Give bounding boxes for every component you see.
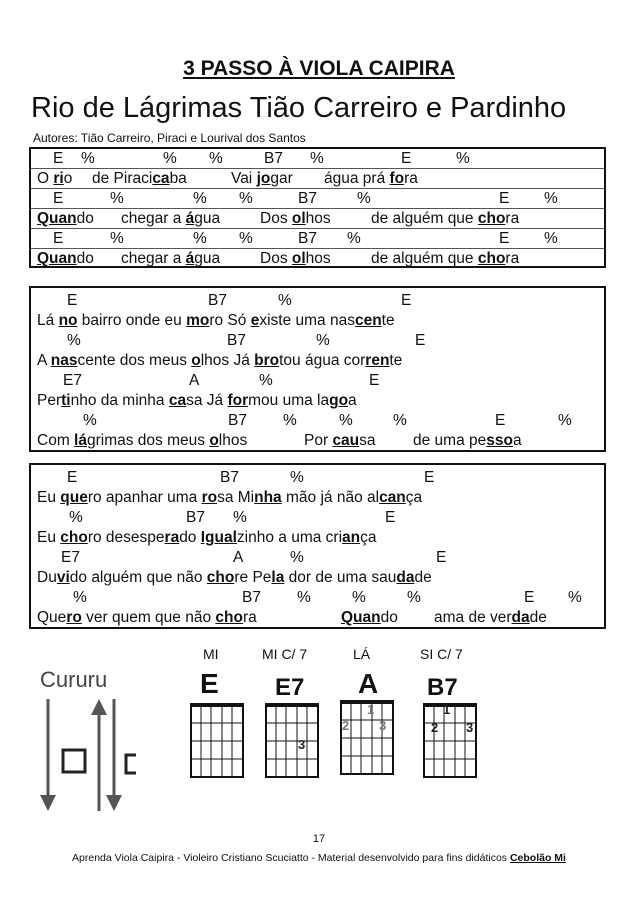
lyric-line [31, 608, 604, 628]
chord: A [189, 372, 200, 389]
fretboard-icon [265, 703, 319, 778]
lyric-syllable: ça [360, 529, 377, 546]
chord: % [69, 509, 83, 526]
lyric-line [31, 431, 604, 451]
lyric-line [31, 169, 604, 189]
finger-number: 2 [431, 720, 439, 735]
lyric-syllable: grimas dos meus [86, 432, 210, 449]
lyric-text [231, 170, 293, 188]
chord: B7 [228, 412, 247, 429]
chord: % [259, 372, 273, 389]
chord: % [297, 589, 311, 606]
lyric-text [37, 312, 395, 330]
finger-number: 1 [367, 702, 375, 717]
stressed-syllable: Igual [200, 529, 237, 546]
lyric-syllable: Dos [260, 250, 292, 267]
lyric-syllable: sa Mi [217, 489, 255, 506]
lyric-text [434, 609, 547, 627]
chord: E [401, 292, 412, 309]
chord: % [239, 230, 253, 247]
chord: E [415, 332, 426, 349]
chord-diagram-name: E7 [275, 674, 305, 701]
stressed-syllable: ro [201, 489, 218, 506]
lyric-syllable: ra [404, 170, 418, 187]
chord: B7 [264, 150, 283, 167]
chord-line [31, 508, 604, 528]
stressed-syllable: ro [66, 609, 82, 626]
chord: E [424, 469, 435, 486]
lyric-text [324, 170, 418, 188]
stressed-syllable: cho [206, 569, 235, 586]
lyric-text [37, 210, 94, 228]
chord: B7 [242, 589, 261, 606]
lyric-syllable: do [179, 529, 201, 546]
stressed-syllable: que [60, 489, 88, 506]
lyric-syllable: do [76, 250, 94, 267]
lyric-syllable: ama de ver [434, 609, 512, 626]
chord: E [67, 292, 78, 309]
stressed-syllable: ren [365, 352, 390, 369]
chord: E [499, 190, 510, 207]
chord: B7 [186, 509, 205, 526]
stressed-syllable: Quan [341, 609, 381, 626]
chord: E [401, 150, 412, 167]
lyric-syllable: de [414, 569, 432, 586]
stressed-syllable: ca [168, 392, 187, 409]
lyric-syllable: chegar a [121, 210, 186, 227]
chord: % [83, 412, 97, 429]
lyric-syllable: ba [169, 170, 187, 187]
lyric-syllable: Que [37, 609, 67, 626]
lyric-text [37, 569, 432, 587]
lyric-text [37, 250, 94, 268]
lyric-line [31, 488, 604, 508]
song-title: Rio de Lágrimas Tião Carreiro e Pardinho [31, 92, 567, 124]
lyric-syllable: Dos [260, 210, 292, 227]
lyric-text [371, 210, 519, 228]
finger-number: 2 [342, 718, 350, 733]
chord: % [163, 150, 177, 167]
lyric-syllable: a [348, 392, 357, 409]
lyric-syllable: Por [304, 432, 333, 449]
chord-line [31, 189, 604, 209]
lyric-text [37, 170, 72, 188]
chord-line [31, 291, 604, 311]
lyric-syllable: o [63, 170, 73, 187]
footer-text: Aprenda Viola Caipira - Violeiro Cristiano Scuciatto - Material desenvolvido para fins didáticos [72, 852, 510, 864]
lyric-text [92, 170, 187, 188]
chord: E [53, 150, 64, 167]
stressed-syllable: ol [291, 250, 306, 267]
chord: % [357, 190, 371, 207]
lyric-syllable: Eu [37, 489, 61, 506]
chord: E [524, 589, 535, 606]
stressed-syllable: an [342, 529, 361, 546]
chord: % [393, 412, 407, 429]
stressed-syllable: Quan [37, 250, 77, 267]
lyric-text [37, 529, 377, 547]
stressed-syllable: nas [50, 352, 78, 369]
lyric-text [260, 250, 331, 268]
stressed-syllable: nha [254, 489, 282, 506]
lyric-syllable: ro apanhar uma [87, 489, 202, 506]
lyric-text [37, 352, 402, 370]
chord: % [568, 589, 582, 606]
chord: % [544, 190, 558, 207]
chord: B7 [208, 292, 227, 309]
lyric-syllable: zinho a uma cri [236, 529, 343, 546]
chord: E [499, 230, 510, 247]
lyric-syllable: ra [242, 609, 257, 626]
lyric-syllable: A [37, 352, 51, 369]
chord-line [31, 548, 604, 568]
stressed-syllable: mo [186, 312, 210, 329]
stressed-syllable: for [227, 392, 249, 409]
stressed-syllable: cho [477, 210, 506, 227]
chord: B7 [220, 469, 239, 486]
lyric-text [121, 250, 220, 268]
chord: % [407, 589, 421, 606]
stressed-syllable: fo [389, 170, 405, 187]
chord: A [233, 549, 244, 566]
lyric-syllable: de [529, 609, 547, 626]
stressed-syllable: o [191, 352, 201, 369]
stressed-syllable: da [396, 569, 415, 586]
chord: E [67, 469, 78, 486]
stressed-syllable: go [329, 392, 349, 409]
lyric-syllable: Vai [231, 170, 257, 187]
chord: % [233, 509, 247, 526]
lyric-syllable: te [381, 312, 395, 329]
chord: % [283, 412, 297, 429]
lyric-syllable: hos [305, 210, 331, 227]
stressed-syllable: á [185, 250, 195, 267]
verse-box-3 [29, 463, 606, 629]
lyric-line [31, 249, 604, 269]
chord: % [544, 230, 558, 247]
lyric-text [37, 432, 247, 450]
lyric-text [413, 432, 522, 450]
chord-line [31, 331, 604, 351]
lyric-syllable: dor de uma sau [284, 569, 397, 586]
chord: % [558, 412, 572, 429]
lyric-syllable: mou uma la [248, 392, 330, 409]
chord-line [31, 411, 604, 431]
chord: % [316, 332, 330, 349]
stressed-syllable: bro [254, 352, 280, 369]
stressed-syllable: lá [74, 432, 87, 449]
finger-number: 3 [466, 720, 474, 735]
chord-line [31, 371, 604, 391]
lyric-syllable: bairro onde eu [77, 312, 187, 329]
stressed-syllable: ra [164, 529, 180, 546]
chord-diagram-name: B7 [427, 674, 458, 701]
chord: % [290, 549, 304, 566]
lyric-text [304, 432, 376, 450]
verse-box-1 [29, 147, 606, 268]
chord-diagram-name: A [358, 668, 379, 699]
footer [0, 852, 638, 864]
fretboard-icon [190, 703, 244, 778]
stressed-syllable: Quan [37, 210, 77, 227]
chord: % [81, 150, 95, 167]
chord: E [385, 509, 396, 526]
stressed-syllable: cho [215, 609, 243, 626]
chord: E7 [61, 549, 80, 566]
chord-line [31, 229, 604, 249]
stressed-syllable: e [250, 312, 260, 329]
stressed-syllable: la [271, 569, 285, 586]
lyric-syllable: te [389, 352, 403, 369]
chord: E [495, 412, 506, 429]
lyric-syllable: do alguém que não [69, 569, 207, 586]
chord: % [310, 150, 324, 167]
lyric-syllable: do [76, 210, 94, 227]
chord: B7 [227, 332, 246, 349]
lyric-syllable: mão já não al [281, 489, 380, 506]
stressed-syllable: cau [332, 432, 360, 449]
lyric-syllable: xiste uma nas [259, 312, 355, 329]
chord-name-mi: MI [203, 646, 219, 662]
chord: % [193, 190, 207, 207]
lyric-syllable: de alguém que [371, 210, 478, 227]
lyric-syllable: ra [505, 210, 520, 227]
chord: E [53, 190, 64, 207]
chord: % [73, 589, 87, 606]
lyric-text [260, 210, 331, 228]
chord: % [347, 230, 361, 247]
lyric-syllable: Per [37, 392, 62, 409]
lyric-syllable: nho da minha [70, 392, 169, 409]
lyric-syllable: ra [505, 250, 520, 267]
strum-pattern-icon [36, 695, 136, 815]
lyric-syllable: de alguém que [371, 250, 478, 267]
lyric-text [371, 250, 519, 268]
stressed-syllable: no [58, 312, 78, 329]
stressed-syllable: jo [256, 170, 271, 187]
lyric-syllable: ro desespe [87, 529, 165, 546]
lyric-syllable: lhos Já [200, 352, 255, 369]
lyric-syllable: cente dos meus [77, 352, 192, 369]
verse-box-2 [29, 286, 606, 452]
cururu-label: Cururu [40, 667, 108, 692]
chord: % [67, 332, 81, 349]
lyric-text [341, 609, 398, 627]
stressed-syllable: can [379, 489, 406, 506]
stressed-syllable: ti [61, 392, 71, 409]
stressed-syllable: sso [486, 432, 513, 449]
page-title: 3 PASSO À VIOLA CAIPIRA [183, 57, 455, 80]
chord: E [436, 549, 447, 566]
chord: % [239, 190, 253, 207]
stressed-syllable: da [511, 609, 530, 626]
chord: E7 [63, 372, 82, 389]
stressed-syllable: cho [477, 250, 506, 267]
chord: % [456, 150, 470, 167]
authors-line: Autores: Tião Carreiro, Piraci e Lourival dos Santos [33, 131, 306, 145]
chord-line [31, 468, 604, 488]
lyric-line [31, 528, 604, 548]
lyric-text [121, 210, 220, 228]
lyric-syllable: O [37, 170, 54, 187]
stressed-syllable: o [209, 432, 219, 449]
chord: % [110, 190, 124, 207]
lyric-syllable: chegar a [121, 250, 186, 267]
stressed-syllable: ri [53, 170, 64, 187]
lyric-syllable: gar [270, 170, 293, 187]
chord-name-mi-c7: MI C/ 7 [262, 646, 308, 662]
lyric-syllable: re Pe [234, 569, 272, 586]
lyric-syllable: gua [194, 210, 221, 227]
finger-number: 1 [443, 702, 451, 717]
lyric-text [37, 489, 422, 507]
chord: % [290, 469, 304, 486]
finger-number: 3 [298, 737, 306, 752]
stressed-syllable: cen [354, 312, 382, 329]
stressed-syllable: ol [291, 210, 306, 227]
lyric-syllable: gua [194, 250, 221, 267]
lyric-syllable: ça [405, 489, 423, 506]
lyric-syllable: água prá [324, 170, 390, 187]
lyric-syllable: tou água cor [279, 352, 366, 369]
lyric-syllable: Du [37, 569, 57, 586]
lyric-line [31, 311, 604, 331]
chord: % [339, 412, 353, 429]
stressed-syllable: ca [152, 170, 170, 187]
lyric-syllable: Eu [37, 529, 61, 546]
chord: B7 [298, 230, 317, 247]
lyric-line [31, 568, 604, 588]
lyric-syllable: hos [305, 250, 331, 267]
lyric-text [37, 392, 357, 410]
lyric-syllable: lhos [218, 432, 248, 449]
lyric-syllable: de Piraci [92, 170, 153, 187]
lyric-syllable: Com [37, 432, 75, 449]
lyric-syllable: ro Só [209, 312, 251, 329]
lyric-text [37, 609, 257, 627]
lyric-syllable: sa Já [186, 392, 228, 409]
chord: E [53, 230, 64, 247]
chord: % [110, 230, 124, 247]
chord: % [209, 150, 223, 167]
lyric-syllable: Lá [37, 312, 59, 329]
lyric-syllable: sa [359, 432, 376, 449]
lyric-syllable: ver quem que não [81, 609, 216, 626]
stressed-syllable: á [185, 210, 195, 227]
stressed-syllable: cho [60, 529, 88, 546]
finger-number: 3 [379, 718, 387, 733]
chord-diagram-name: E [200, 668, 219, 699]
chord: B7 [298, 190, 317, 207]
lyric-line [31, 391, 604, 411]
chord: E [369, 372, 380, 389]
lyric-syllable: a [512, 432, 522, 449]
chord-line [31, 588, 604, 608]
lyric-syllable: do [380, 609, 398, 626]
lyric-line [31, 351, 604, 371]
chord: % [193, 230, 207, 247]
chord: % [352, 589, 366, 606]
chord-name-la: LÁ [353, 646, 371, 662]
page-number: 17 [312, 833, 326, 845]
lyric-syllable: de uma pe [413, 432, 487, 449]
chord-name-si-c7: SI C/ 7 [420, 646, 463, 662]
chord-line [31, 149, 604, 169]
stressed-syllable: vi [56, 569, 70, 586]
footer-brand: Cebolão Mi [509, 852, 566, 864]
chord: % [278, 292, 292, 309]
lyric-line [31, 209, 604, 229]
